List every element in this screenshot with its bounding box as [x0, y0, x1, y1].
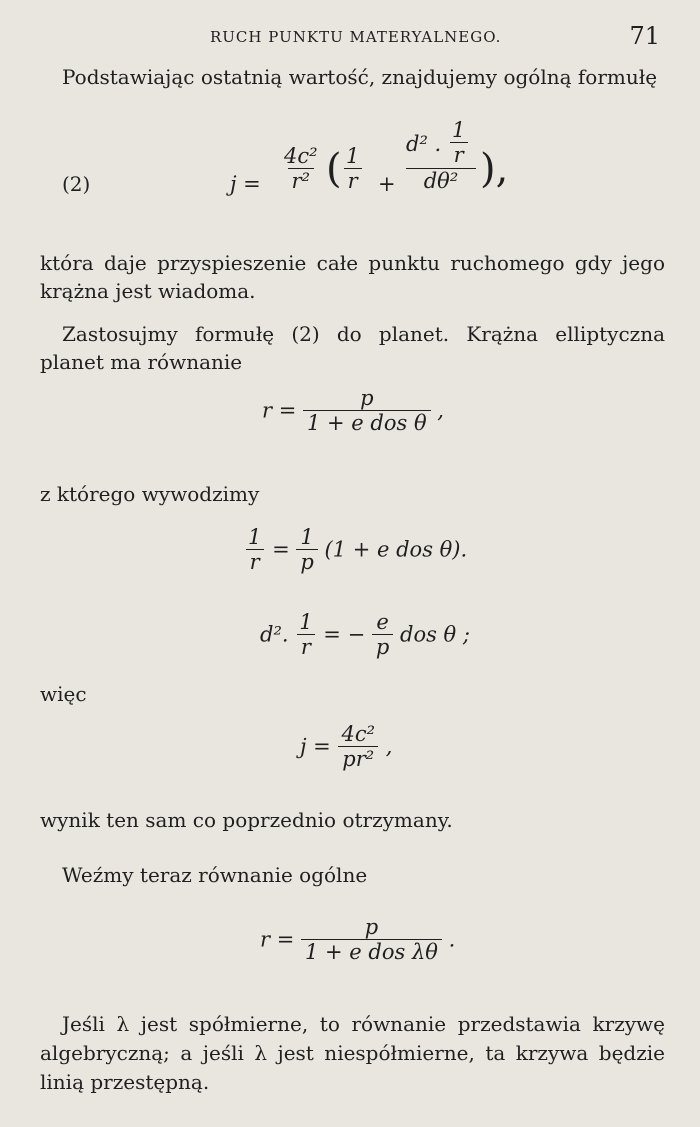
general-lhs: r =: [260, 927, 295, 952]
accel-num: 4c²: [341, 722, 376, 746]
eq2-plus: +: [378, 172, 396, 196]
paragraph-1: Podstawiając ostatnią wartość, znajdujemy ogólną formułę: [62, 65, 658, 89]
eq2-frac1-den: r²: [288, 168, 314, 193]
paragraph-8: Jeśli λ jest spółmierne, to równanie przedstawia krzywę algebryczną; a jeśli λ jest niespółmierne, ta krzywa będzie linią przestępną.: [40, 1012, 665, 1094]
eq2-d2: d² .: [406, 132, 442, 156]
inverse-lhs-num: 1: [248, 525, 262, 549]
eq2-r: r: [450, 142, 468, 167]
general-den: 1 + e dos λθ: [301, 939, 442, 964]
paragraph-7: Weźmy teraz równanie ogólne: [62, 863, 368, 887]
inverse-rhs-den: p: [296, 549, 317, 574]
equation-general: [260, 915, 455, 964]
eq2-paren-close: ),: [480, 146, 509, 192]
paragraph-2: która daje przyspieszenie całe punktu ruchomego gdy jego krążna jest wiadoma.: [40, 251, 665, 303]
second-rhs-den: p: [372, 634, 393, 659]
paragraph-4: z którego wywodzimy: [40, 482, 260, 506]
second-tail: dos θ ;: [400, 622, 470, 647]
page-header: [0, 22, 700, 56]
eq2-inner-den: r: [344, 168, 362, 193]
paragraph-3: Zastosujmy formułę (2) do planet. Krążna elliptyczna planet ma równanie: [40, 322, 665, 374]
eq2-frac1: [280, 144, 322, 193]
second-den: r: [297, 634, 315, 659]
second-d2: d².: [260, 622, 289, 647]
inverse-lhs-den: r: [246, 549, 264, 574]
accel-tail: ,: [385, 734, 393, 759]
equation-second: [260, 610, 470, 659]
paragraph-6: wynik ten sam co poprzednio otrzymany.: [40, 808, 453, 832]
second-rhs-num: e: [376, 610, 389, 634]
eq2-one: 1: [452, 118, 466, 142]
eq2-inner-num: 1: [346, 144, 360, 168]
equation-inverse: [244, 525, 467, 574]
ellipse-tail: ,: [437, 398, 444, 423]
paragraph-5: więc: [40, 682, 87, 706]
accel-lhs: j =: [300, 734, 331, 759]
eq2-paren-open: (: [326, 146, 342, 192]
accel-den: pr²: [338, 746, 378, 771]
general-num: p: [364, 915, 379, 939]
ellipse-den: 1 + e dos θ: [303, 410, 431, 435]
running-title: RUCH PUNKTU MATERYALNEGO.: [210, 28, 502, 46]
inverse-tail: (1 + e dos θ).: [324, 537, 468, 562]
equation-2: [230, 118, 509, 208]
eq2-frac1-num: 4c²: [284, 144, 318, 168]
second-eq: = −: [323, 622, 366, 647]
eq2-lhs: j =: [230, 172, 261, 196]
inverse-rhs-num: 1: [300, 525, 314, 549]
ellipse-lhs: r =: [262, 398, 297, 423]
second-num: 1: [299, 610, 313, 634]
equation-label: (2): [62, 172, 91, 196]
eq2-inner-frac: [342, 144, 363, 193]
equation-accel: [300, 722, 392, 771]
eq2-dtheta: dθ²: [406, 168, 476, 193]
general-tail: .: [448, 927, 456, 952]
page-number: 71: [629, 22, 660, 50]
inverse-eq: =: [272, 537, 290, 562]
ellipse-num: p: [360, 386, 374, 410]
equation-ellipse: [262, 386, 444, 435]
